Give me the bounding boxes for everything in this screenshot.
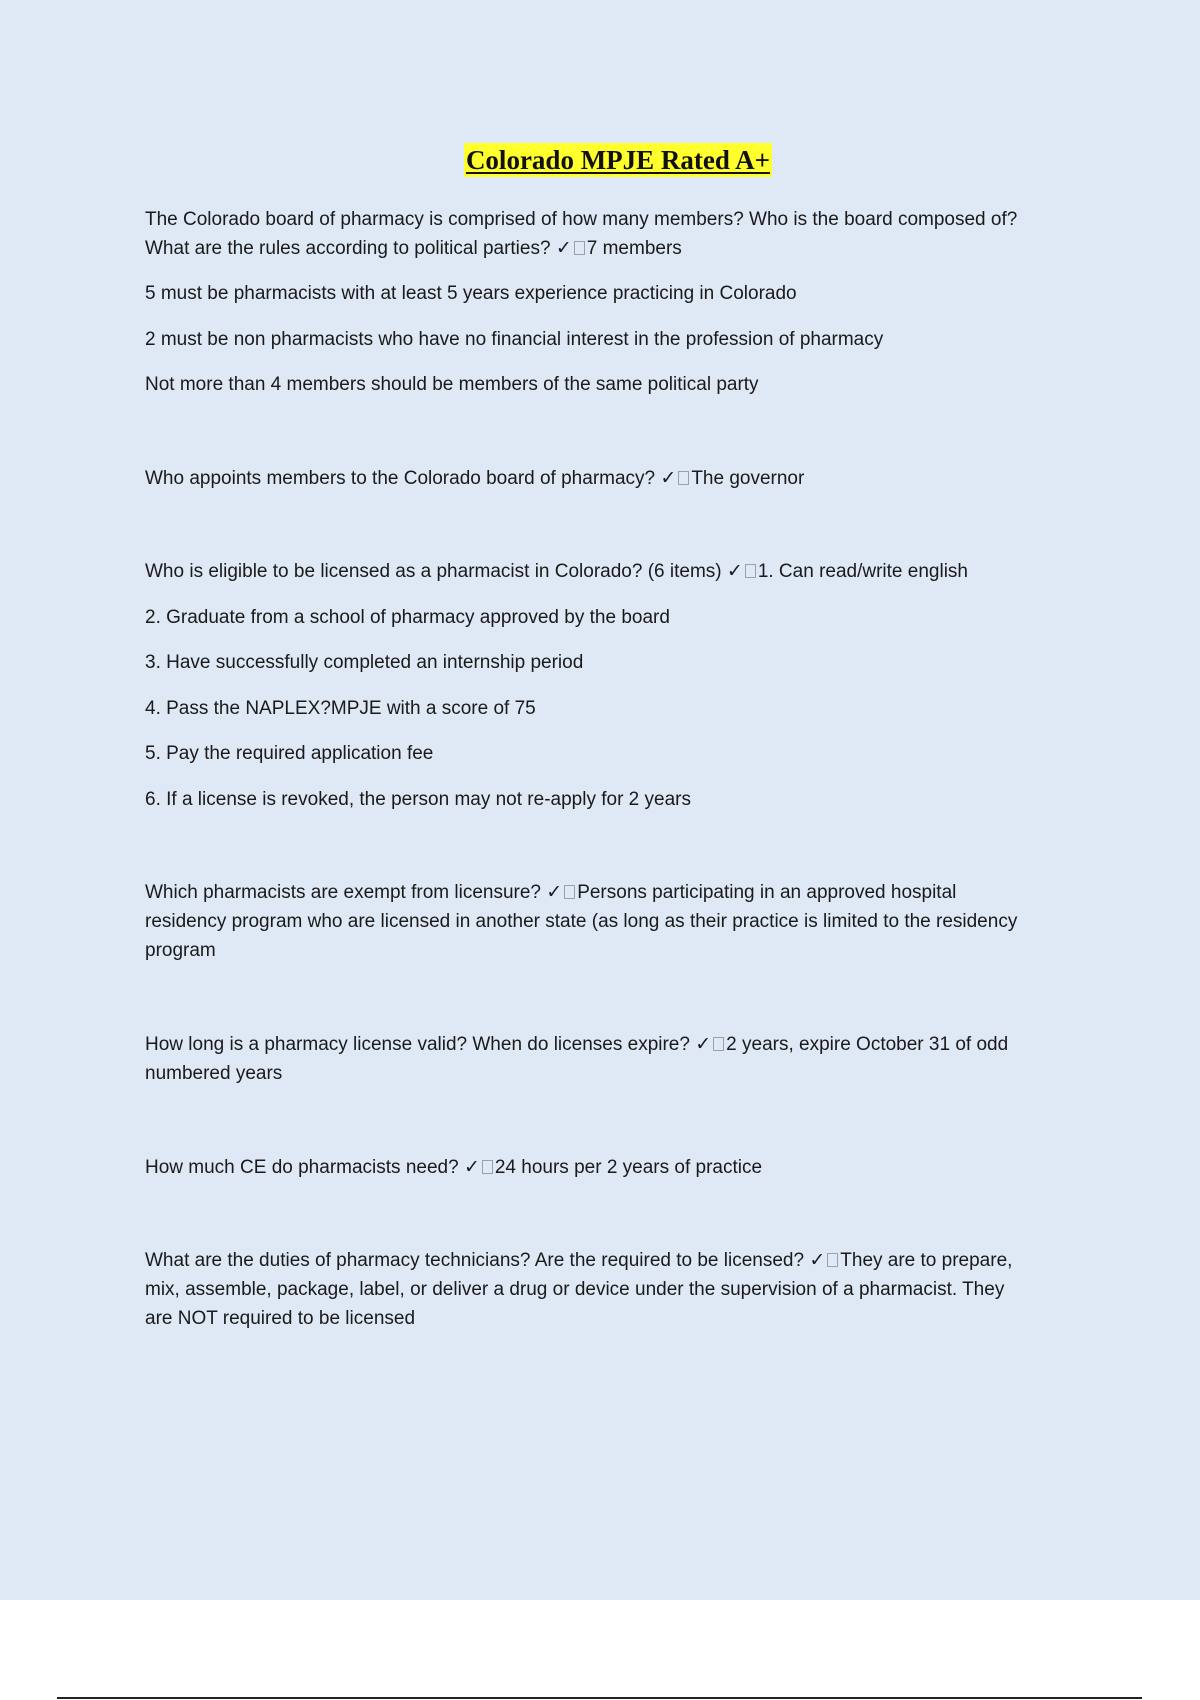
q2-line xyxy=(145,464,1090,493)
q3-point-3: 3. Have successfully completed an internship period xyxy=(145,652,584,673)
check-icon: ✓ xyxy=(726,560,743,582)
check-icon: ✓ xyxy=(695,1033,712,1055)
q1-line-2 xyxy=(145,234,1090,263)
checkbox-icon xyxy=(745,564,756,578)
q6-answer: 24 hours per 2 years of practice xyxy=(494,1157,763,1178)
check-icon: ✓ xyxy=(463,1156,480,1178)
check-icon: ✓ xyxy=(660,467,677,489)
q1-question: What are the rules according to political parties? xyxy=(145,238,556,259)
q4-answer: Persons participating in an approved hospital xyxy=(577,882,957,903)
checkbox-icon xyxy=(713,1037,724,1051)
check-icon: ✓ xyxy=(809,1249,826,1271)
q3-point-5: 5. Pay the required application fee xyxy=(145,743,434,764)
checkbox-icon xyxy=(827,1253,838,1267)
q5-question: How long is a pharmacy license valid? When do licenses expire? xyxy=(145,1034,696,1055)
q3-line xyxy=(145,557,1090,586)
q1-point-1: 5 must be pharmacists with at least 5 years experience practicing in Colorado xyxy=(145,283,797,304)
q6-question: How much CE do pharmacists need? xyxy=(145,1157,464,1178)
q7-answer: They are to prepare, xyxy=(840,1250,1013,1271)
q5-line-2: numbered years xyxy=(145,1063,283,1084)
checkbox-icon xyxy=(678,471,689,485)
checkbox-icon xyxy=(482,1160,493,1174)
document-title: Colorado MPJE Rated A+ xyxy=(465,145,771,175)
q3-question: Who is eligible to be licensed as a pharmacist in Colorado? (6 items) xyxy=(145,561,727,582)
document-body xyxy=(145,205,1090,1333)
q2-question: Who appoints members to the Colorado board of pharmacy? xyxy=(145,468,661,489)
q1-line-1: The Colorado board of pharmacy is comprised of how many members? Who is the board composed of? xyxy=(145,209,1018,230)
checkbox-icon xyxy=(564,885,575,899)
q3-point-2: 2. Graduate from a school of pharmacy approved by the board xyxy=(145,607,670,628)
check-icon: ✓ xyxy=(546,881,563,903)
q4-line-2: residency program who are licensed in another state (as long as their practice is limited to the residency xyxy=(145,911,1018,932)
q7-line-3: are NOT required to be licensed xyxy=(145,1308,416,1329)
q3-answer: 1. Can read/write english xyxy=(757,561,968,582)
q7-line-2: mix, assemble, package, label, or deliver a drug or device under the supervision of a pharmacist. They xyxy=(145,1279,1005,1300)
q7-line-1 xyxy=(145,1246,1090,1275)
q1-answer: 7 members xyxy=(586,238,682,259)
q2-answer: The governor xyxy=(691,468,805,489)
q1-point-2: 2 must be non pharmacists who have no financial interest in the profession of pharmacy xyxy=(145,329,884,350)
q6-line xyxy=(145,1153,1090,1182)
q7-question: What are the duties of pharmacy technicians? Are the required to be licensed? xyxy=(145,1250,810,1271)
footer-divider xyxy=(57,1697,1142,1699)
q1-point-3: Not more than 4 members should be members of the same political party xyxy=(145,374,759,395)
q3-point-6: 6. If a license is revoked, the person may not re-apply for 2 years xyxy=(145,789,691,810)
q3-point-4: 4. Pass the NAPLEX?MPJE with a score of 75 xyxy=(145,698,536,719)
check-icon: ✓ xyxy=(555,237,572,259)
q5-line-1 xyxy=(145,1030,1090,1059)
q4-line-1 xyxy=(145,878,1090,907)
title-container xyxy=(0,143,1200,177)
q5-answer: 2 years, expire October 31 of odd xyxy=(726,1034,1009,1055)
q4-line-3: program xyxy=(145,940,216,961)
q4-question: Which pharmacists are exempt from licensure? xyxy=(145,882,547,903)
checkbox-icon xyxy=(574,241,585,255)
